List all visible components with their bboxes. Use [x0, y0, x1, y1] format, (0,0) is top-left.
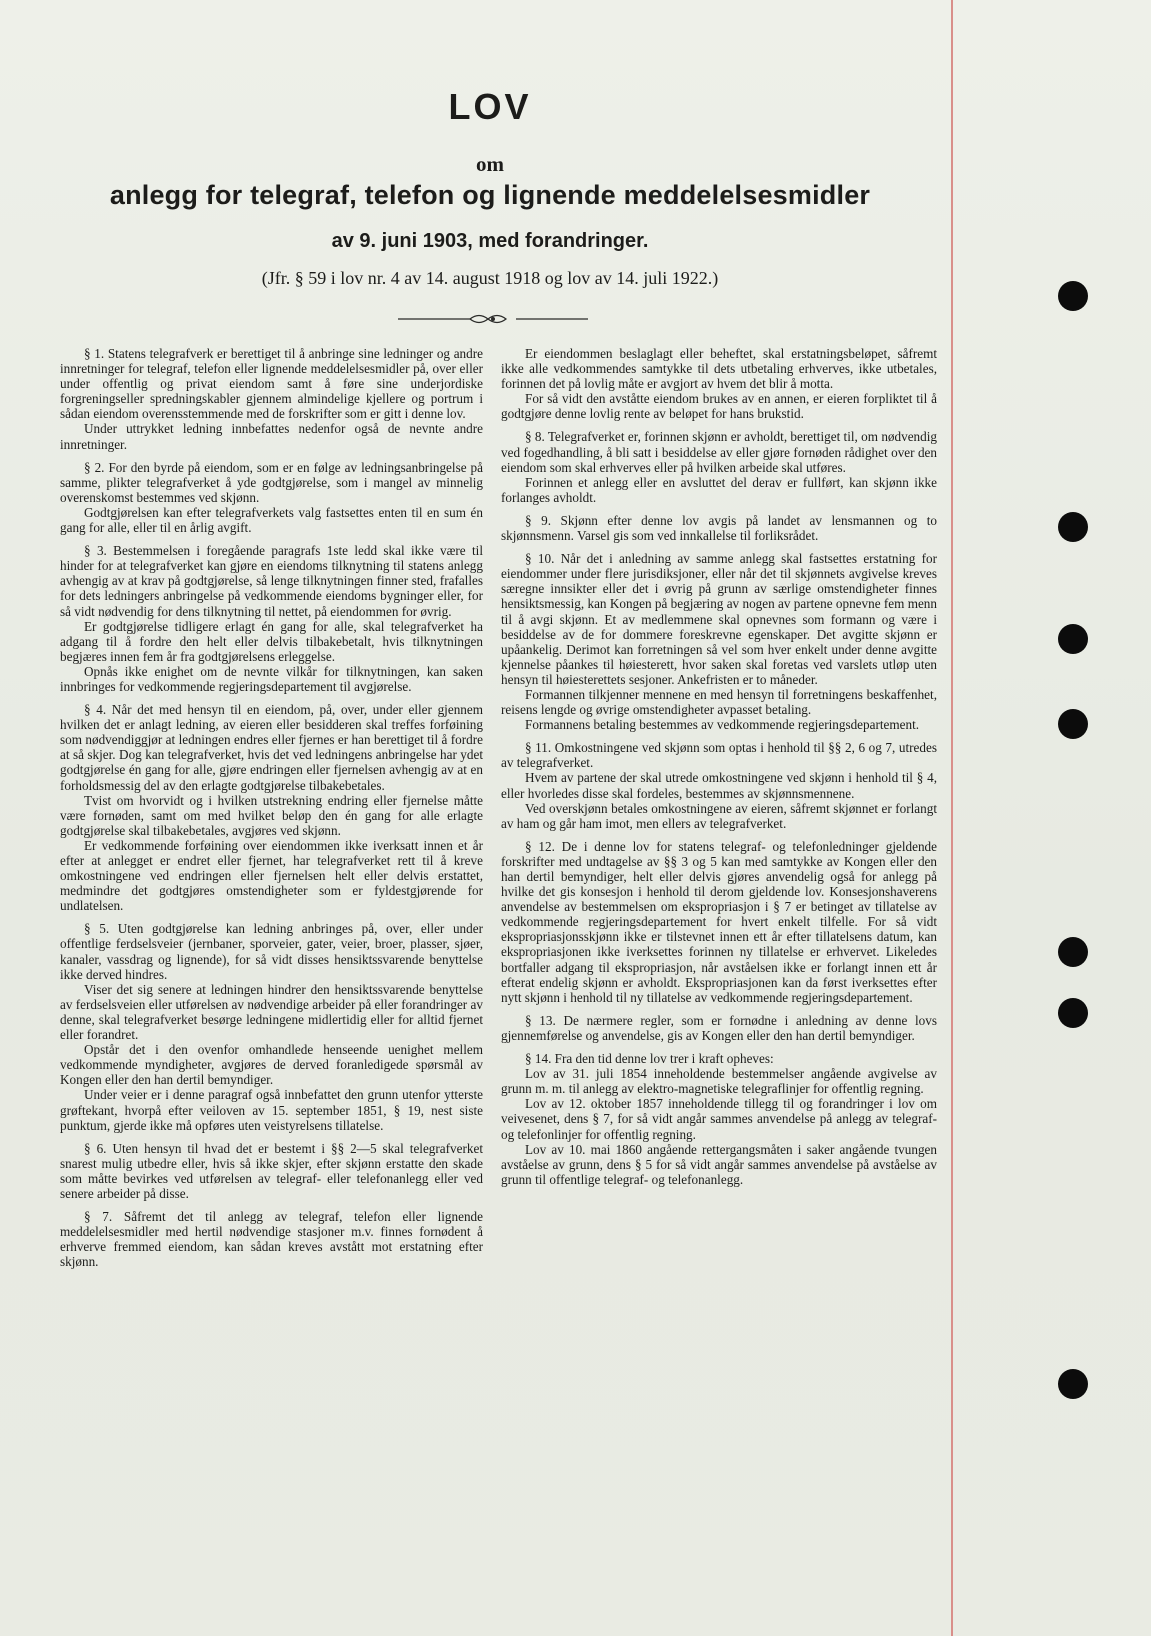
paragraph: § 2. For den byrde på eiendom, som er en følge av ledningsanbringelse på samme, plikter telegrafverket å yde godtgjørelse, som i mangel av minnelig overenskomst bestemmes ved skjønn. — [60, 459, 483, 505]
paragraph: § 9. Skjønn efter denne lov avgis på landet av lensmannen og to skjønnsmenn. Varsel gis som ved innkallelse til forliksrådet. — [501, 512, 937, 544]
binder-hole — [1058, 281, 1088, 311]
paragraph: Formannens betaling bestemmes av vedkommende regjeringsdepartement. — [525, 717, 920, 733]
paragraph: For så vidt den avståtte eiendom brukes av en annen, er eieren forpliktet til å godtgjøre denne lovlig rente av beløpet for hans brukstid. — [501, 391, 937, 422]
paragraph: Opstår det i den ovenfor omhandlede henseende uenighet mellem vedkommende myndigheter, avgjøres de derved foranledigede spørsmål av Kongen eller den han dertil bemyndiger. — [60, 1042, 483, 1088]
paragraph: Lov av 12. oktober 1857 inneholdende tillegg til og forandringer i lov om veivesenet, dens § 7, for så vidt angår sammes anvendelse på anlegg av telegraf- og telefonlinjer for offentlig regning. — [501, 1096, 937, 1142]
title-connector: om — [476, 152, 504, 176]
paragraph: Formannen tilkjenner mennene en med hensyn til forretningens beskaffenhet, reisens lengde og øvrige omstendigheter avpasset betaling. — [501, 686, 937, 718]
paragraph: Under veier er i denne paragraf også innbefattet den grunn utenfor ytterste grøftekant, hvorpå efter veiloven av 15. september 1851, § 19, nest siste punktum, gjerde ikke må opføres uten veistyrelsens tillatelse. — [60, 1087, 483, 1133]
law-reference: (Jfr. § 59 i lov nr. 4 av 14. august 1918 og lov av 14. juli 1922.) — [261, 268, 719, 288]
paragraph: Er eiendommen beslaglagt eller beheftet, skal erstatningsbeløpet, såfremt ikke alle vedkommendes samtykke til dets utbetaling erhverves, ikke utbetales, forinnen det på lovlig måte er avgjort av hvem det blir å motta. — [501, 346, 937, 392]
binder-hole — [1058, 937, 1088, 967]
law-title: LOV — [448, 86, 532, 127]
paragraph: § 13. De nærmere regler, som er fornødne i anledning av denne lovs gjennemførelse og anvendelse, gis av Kongen eller den han dertil bemyndiger. — [501, 1012, 937, 1043]
paragraph: Hvem av partene der skal utrede omkostningene ved skjønn i henhold til § 4, eller hvorledes disse skal fordeles, bestemmes av skjønnsmennene. — [501, 770, 937, 801]
binder-hole — [1058, 512, 1088, 542]
binder-hole — [1058, 624, 1088, 654]
paragraph: § 5. Uten godtgjørelse kan ledning anbringes på, over, eller under offentlige ferdselsveier (jernbaner, sporveier, gater, veier, broer, plasser, sjøer, kanaler, vassdrag og lignende), for så vidt disses hensiktssvarende benyttelse ikke derved hindres. — [60, 921, 483, 982]
law-subject: anlegg for telegraf, telefon og lignende meddelelsesmidler — [109, 180, 871, 210]
paragraph: § 12. De i denne lov for statens telegraf- og telefonledninger gjeldende forskrifter med undtagelse av §§ 3 og 5 kan med samtykke av Kongen eller den han dertil bemyndiger, helt eller delvis gjøres anvendelig også for anlegg på hvilke det gis konsesjon i henhold til derom gjeldende lov. Konsesjonshaverens anvendelse av bestemmelsen om ekspropriasjon i § 7 er betinget av tillatelse av vedkommende regjeringsdepartement for hvert enkelt tilfelle. For så vidt ekspropriasjonsskjønn ikke er tilstevnet innen ett år efter tillatelsens datum, kan ekspropriasjonen ikke iverksettes forinnen ny tillatelse er erhvervet. Likeledes bortfaller adgang til ekspropriasjon, når avståelsen ikke er forlangt innen ett år efterat endelig skjønn er avholdt. Ekspropriasjonen kan da først iverksettes efter nytt skjønn i henhold til ny tillatelse av vedkommende regjeringsdepartement. — [501, 838, 937, 1005]
paragraph: § 7. Såfremt det til anlegg av telegraf, telefon eller lignende meddelelsesmidler med hertil nødvendige stasjoner m.v. finnes fornødent å erhverve fremmed eiendom, kan sådan kreves avstått mot erstatning efter skjønn. — [60, 1209, 483, 1270]
right-column — [501, 346, 937, 1195]
paragraph: § 3. Bestemmelsen i foregående paragrafs 1ste ledd skal ikke være til hinder for at telegrafverket kan gjøre en eiendoms tilknytning til statens anlegg avhengig av at krav på godtgjørelse, så lenge tilknytningen finner sted, frafalles for dets ledningers anbringelse på vedkommende eiendoms bygninger eller, for så vidt nødvendig for dens tilknytning til nettet, på eiendommen for øvrig. — [60, 543, 483, 619]
law-date: av 9. juni 1903, med forandringer. — [331, 230, 649, 252]
paragraph: § 8. Telegrafverket er, forinnen skjønn er avholdt, berettiget til, om nødvendig ved fogedhandling, å bli satt i besiddelse av eller gjøre fornøden rådighet over den eiendom som skal erhverves eller på hvilken arbeide skal utføres. — [501, 429, 937, 475]
paragraph: Viser det sig senere at ledningen hindrer den hensiktssvarende benyttelse av ferdselsveien eller utførelsen av nødvendige arbeider på eller forandringer av denne, skal telegrafverket besørge ledningene midlertidig eller for alltid fjernet eller forandret. — [60, 981, 483, 1043]
binder-hole — [1058, 709, 1088, 739]
paragraph: Er godtgjørelse tidligere erlagt én gang for alle, skal telegrafverket ha adgang til å fordre den helt eller delvis tilbakebetalt, hvis tilknytningen begjæres innen fem år fra godtgjørelsens erleggelse. — [60, 618, 483, 664]
paragraph: Opnås ikke enighet om de nevnte vilkår for tilknytningen, kan saken innbringes for vedkommende regjeringsdepartement til avgjørelse. — [60, 663, 483, 694]
margin-rule — [951, 0, 953, 1636]
paragraph: Tvist om hvorvidt og i hvilken utstrekning endring eller fjernelse måtte være fornøden, samt om med hvilket beløp den én gang for alle erlagte godtgjørelse skal tilbakebetales, avgjøres ved skjønn. — [60, 792, 483, 838]
paragraph: § 4. Når det med hensyn til en eiendom, på, over, under eller gjennem hvilken det er anlagt ledning, av eieren eller besidderen skal treffes forføining som nødvendiggjør at ledningen endres eller fjernes er han berettiget til å fordre at så skjer. Dog kan telegrafverket, hvis det ved ledningens anbringelse har ydet godtgjørelse én gang for alle, gjøre endringen eller fjernelsen avhengig av at en forholdsmessig del av den erlagte godtgjørelse tilbakebetales. — [60, 702, 483, 793]
left-column — [60, 346, 483, 1277]
paragraph: Lov av 10. mai 1860 angående rettergangsmåten i saker angående tvungen avståelse av grunn, dens § 5 for så vidt angår sammes anvendelse på avståelse av grunn til offentlige telegraf- og telefonanlegg. — [501, 1141, 937, 1187]
paragraph: Ved overskjønn betales omkostningene av eieren, såfremt skjønnet er forlangt av ham og går ham imot, men ellers av telegrafverket. — [501, 800, 937, 831]
binder-hole — [1058, 1369, 1088, 1399]
paragraph: Er vedkommende forføining over eiendommen ikke iverksatt innen et år efter at anlegget er endret eller fjernet, har telegrafverket rett til å kreve omkostningene ved endringen eller fjernelsen helt eller delvis erstattet, medmindre det godtgjøres omstendigheter som er fyldestgjørende for undlatelsen. — [60, 837, 483, 914]
paragraph: Lov av 31. juli 1854 inneholdende bestemmelser angående avgivelse av grunn m. m. til anlegg av elektro-magnetiske telegraflinjer for offentlig regning. — [501, 1066, 937, 1097]
ornament-divider — [398, 312, 588, 326]
binder-hole — [1058, 998, 1088, 1028]
paragraph: § 6. Uten hensyn til hvad det er bestemt i §§ 2—5 skal telegrafverket snarest mulig utbedre eller, hvis så ikke skjer, efter skjønn erstatte den skade som måtte bevirkes ved utførelsen av telegraf- eller telefonanlegg eller ved senere arbeider på disse. — [60, 1140, 483, 1201]
paragraph: § 10. Når det i anledning av samme anlegg skal fastsettes erstatning for eiendommer under flere jurisdiksjoner, eller når det til skjønnets avgivelse kreves særegne innsikter eller det i øvrig på grunn av særlige omstendigheter finnes hensiktsmessig, kan Kongen på begjæring av nogen av partene opnevne fem menn til å avgi skjønn. Et av medlemmene skal opnevnes som formann og være i besiddelse av de for dommere foreskrevne egenskaper. Det avgitte skjønn er upåankelig. Derimot kan forretningen så vel som hver enkelt under denne avgitte kjennelse påankes til høiesterett, hvor saken skal foretas ved varslets utløp uten hensyn til høiesterettets sesjoner. Ankefristen er to måneder. — [501, 551, 937, 687]
paragraph: Under uttrykket ledning innbefattes nedenfor også de nevnte andre innretninger. — [60, 421, 483, 452]
paragraph: Godtgjørelsen kan efter telegrafverkets valg fastsettes enten til en sum én gang for alle, eller til en årlig avgift. — [60, 504, 483, 536]
paragraph: § 11. Omkostningene ved skjønn som optas i henhold til §§ 2, 6 og 7, utredes av telegrafverket. — [501, 740, 937, 771]
paragraph: § 14. Fra den tid denne lov trer i kraft opheves: — [525, 1051, 774, 1067]
paragraph: § 1. Statens telegrafverk er berettiget til å anbringe sine ledninger og andre innretninger for telegraf, telefon eller lignende meddelelsesmidler på, over eller under offentlig og privat eiendom samt å føre sine underjordiske forgreningseller spredningskabler gjennem almindelige kjellere og portrum i sådan eiendom overensstemmende med de forskrifter som er gitt i denne lov. — [60, 346, 483, 422]
paragraph: Forinnen et anlegg eller en avsluttet del derav er fullført, kan skjønn ikke forlanges avholdt. — [501, 474, 937, 505]
